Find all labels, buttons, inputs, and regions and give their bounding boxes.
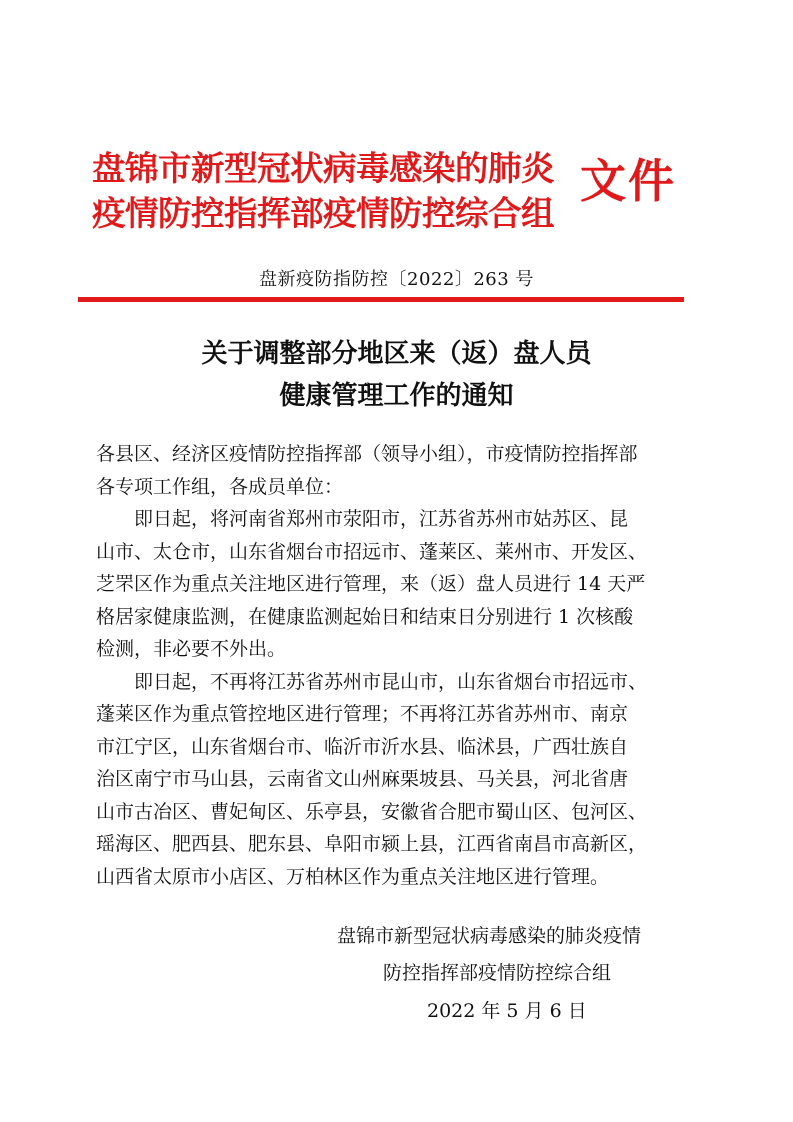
paragraph-line: 瑶海区、肥西县、肥东县、阜阳市颍上县，江西省南昌市高新区， [96,833,648,855]
paragraph-line: 山市、太仓市，山东省烟台市招远市、蓬莱区、莱州市、开发区、 [96,540,648,563]
salutation-line: 各县区、经济区疫情防控指挥部（领导小组），市疫情防控指挥部 [96,443,638,465]
document-body [96,438,700,893]
red-divider-rule [78,297,684,302]
issuing-org-header [92,146,554,236]
paragraph-line: 治区南宁市马山县，云南省文山州麻栗坡县、马关县，河北省唐 [96,768,629,790]
issuing-org-line1: 盘锦市新型冠状病毒感染的肺炎 [92,149,554,188]
salutation-line: 各专项工作组，各成员单位： [96,475,344,498]
signature-org-line2: 防控指挥部疫情防控综合组 [383,962,612,984]
document-title [0,333,793,417]
signature-org-line1: 盘锦市新型冠状病毒感染的肺炎疫情 [337,925,642,947]
document-number: 盘新疫防指防控〔2022〕263 号 [259,269,534,290]
paragraph-line: 山市古冶区、曹妃甸区、乐亭县，安徽省合肥市蜀山区、包河区、 [96,800,648,823]
paragraph-2 [96,666,700,894]
title-line2: 健康管理工作的通知 [279,381,514,411]
paragraph-line: 蓬莱区作为重点管控地区进行管理；不再将江苏省苏州市、南京 [96,703,629,725]
paragraph-line: 山西省太原市小店区、万柏林区作为重点关注地区进行管理。 [96,865,610,888]
paragraph-line: 芝罘区作为重点关注地区进行管理，来（返）盘人员进行 14 天严 [96,573,646,595]
paragraph-1 [96,503,700,666]
signature-date: 2022 年 5 月 6 日 [427,1000,587,1022]
paragraph-line: 检测，非必要不外出。 [96,638,287,660]
title-line1: 关于调整部分地区来（返）盘人员 [201,339,592,369]
issuing-org-line2: 疫情防控指挥部疫情防控综合组 [92,194,554,233]
paragraph-line: 格居家健康监测，在健康监测起始日和结束日分别进行 1 次核酸 [96,605,634,628]
paragraph-line: 即日起，将河南省郑州市荥阳市，江苏省苏州市姑苏区、昆 [96,508,629,530]
paragraph-line: 即日起，不再将江苏省苏州市昆山市，山东省烟台市招远市、 [96,670,648,693]
document-type-label: 文件 [580,154,676,208]
paragraph-line: 市江宁区，山东省烟台市、临沂市沂水县、临沭县，广西壮族自 [96,735,629,758]
